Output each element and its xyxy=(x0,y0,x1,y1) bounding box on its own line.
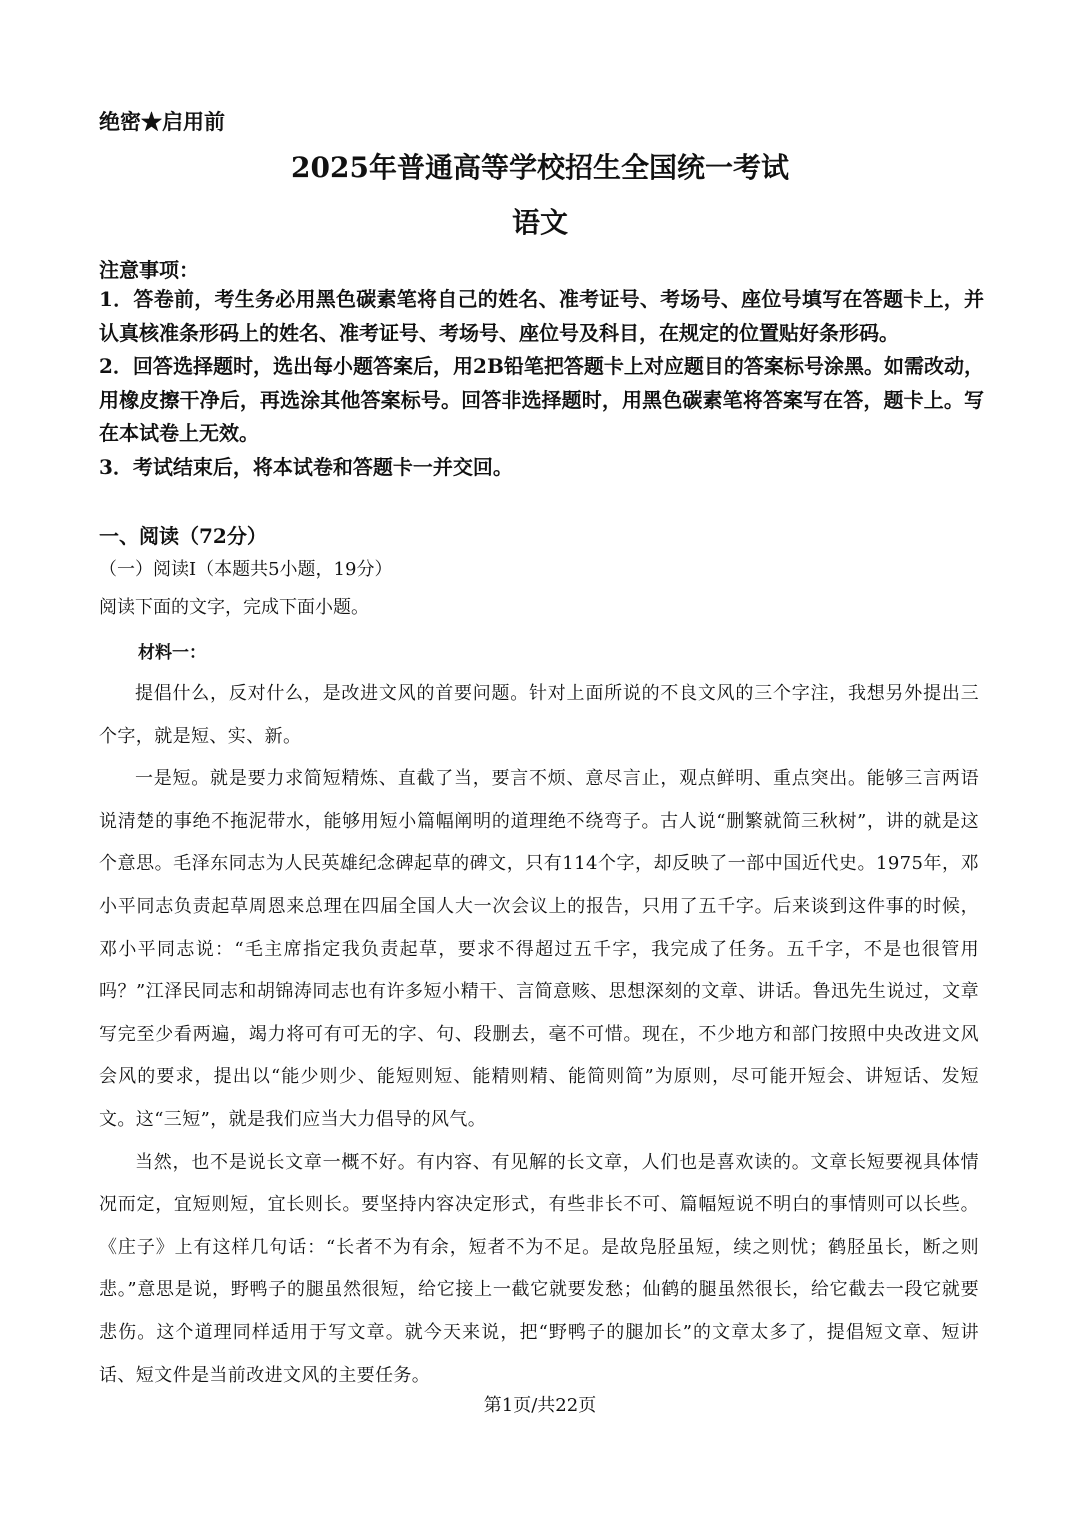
page-number: 第1页/共22页 xyxy=(483,1395,597,1416)
notice-item: 1．答卷前，考生务必用黑色碳素笔将自己的姓名、准考证号、考场号、座位号填写在答题卡上，并认真核准条形码上的姓名、准考证号、考场号、座位号及科目，在规定的位置贴好条形码。 xyxy=(99,287,984,345)
notice-item: 2．回答选择题时，选出每小题答案后，用2B铅笔把答题卡上对应题目的答案标号涂黑。如需改动，用橡皮擦干净后，再选涂其他答案标号。回答非选择题时，用黑色碳素笔将答案写在答，题卡上。写在本试卷上无效。 xyxy=(99,354,984,445)
sub-section-heading: （一）阅读I（本题共5小题，19分） xyxy=(99,559,393,580)
material-text xyxy=(99,673,979,1397)
subject-title: 语文 xyxy=(511,206,568,239)
material-label: 材料一： xyxy=(138,643,206,663)
notice-list xyxy=(99,283,984,484)
notice-heading: 注意事项： xyxy=(99,258,199,282)
material-paragraph: 一是短。就是要力求简短精炼、直截了当，要言不烦、意尽言止，观点鲜明、重点突出。能够三言两语说清楚的事绝不拖泥带水，能够用短小篇幅阐明的道理绝不绕弯子。古人说“删繁就简三秋树”，讲的就是这个意思。毛泽东同志为人民英雄纪念碑起草的碑文，只有114个字，却反映了一部中国近代史。1975年，邓小平同志负责起草周恩来总理在四届全国人大一次会议上的报告，只用了五千字。后来谈到这件事的时候，邓小平同志说：“毛主席指定我负责起草，要求不得超过五千字，我完成了任务。五千字，不是也很管用吗？”江泽民同志和胡锦涛同志也有许多短小精干、言简意赅、思想深刻的文章、讲话。鲁迅先生说过，文章写完至少看两遍，竭力将可有可无的字、句、段删去，毫不可惜。现在，不少地方和部门按照中央改进文风会风的要求，提出以“能少则少、能短则短、能精则精、能简则简”为原则，尽可能开短会、讲短话、发短文。这“三短”，就是我们应当大力倡导的风气。 xyxy=(99,768,979,1130)
exam-title: 2025年普通高等学校招生全国统一考试 xyxy=(291,151,789,184)
section-heading: 一、阅读（72分） xyxy=(99,524,267,548)
material-paragraph: 当然，也不是说长文章一概不好。有内容、有见解的长文章，人们也是喜欢读的。文章长短要视具体情况而定，宜短则短，宜长则长。要坚持内容决定形式，有些非长不可、篇幅短说不明白的事情则可以长些。《庄子》上有这样几句话：“长者不为有余，短者不为不足。是故凫胫虽短，续之则忧；鹤胫虽长，断之则悲。”意思是说，野鸭子的腿虽然很短，给它接上一截它就要发愁；仙鹤的腿虽然很长，给它截去一段它就要悲伤。这个道理同样适用于写文章。就今天来说，把“野鸭子的腿加长”的文章太多了，提倡短文章、短讲话、短文件是当前改进文风的主要任务。 xyxy=(99,1151,979,1386)
reading-instruction: 阅读下面的文字，完成下面小题。 xyxy=(99,597,369,618)
confidential-label: 绝密★启用前 xyxy=(99,109,225,134)
notice-item: 3．考试结束后，将本试卷和答题卡一并交回。 xyxy=(99,454,513,479)
material-paragraph: 提倡什么，反对什么，是改进文风的首要问题。针对上面所说的不良文风的三个字注，我想另外提出三个字，就是短、实、新。 xyxy=(99,683,979,747)
